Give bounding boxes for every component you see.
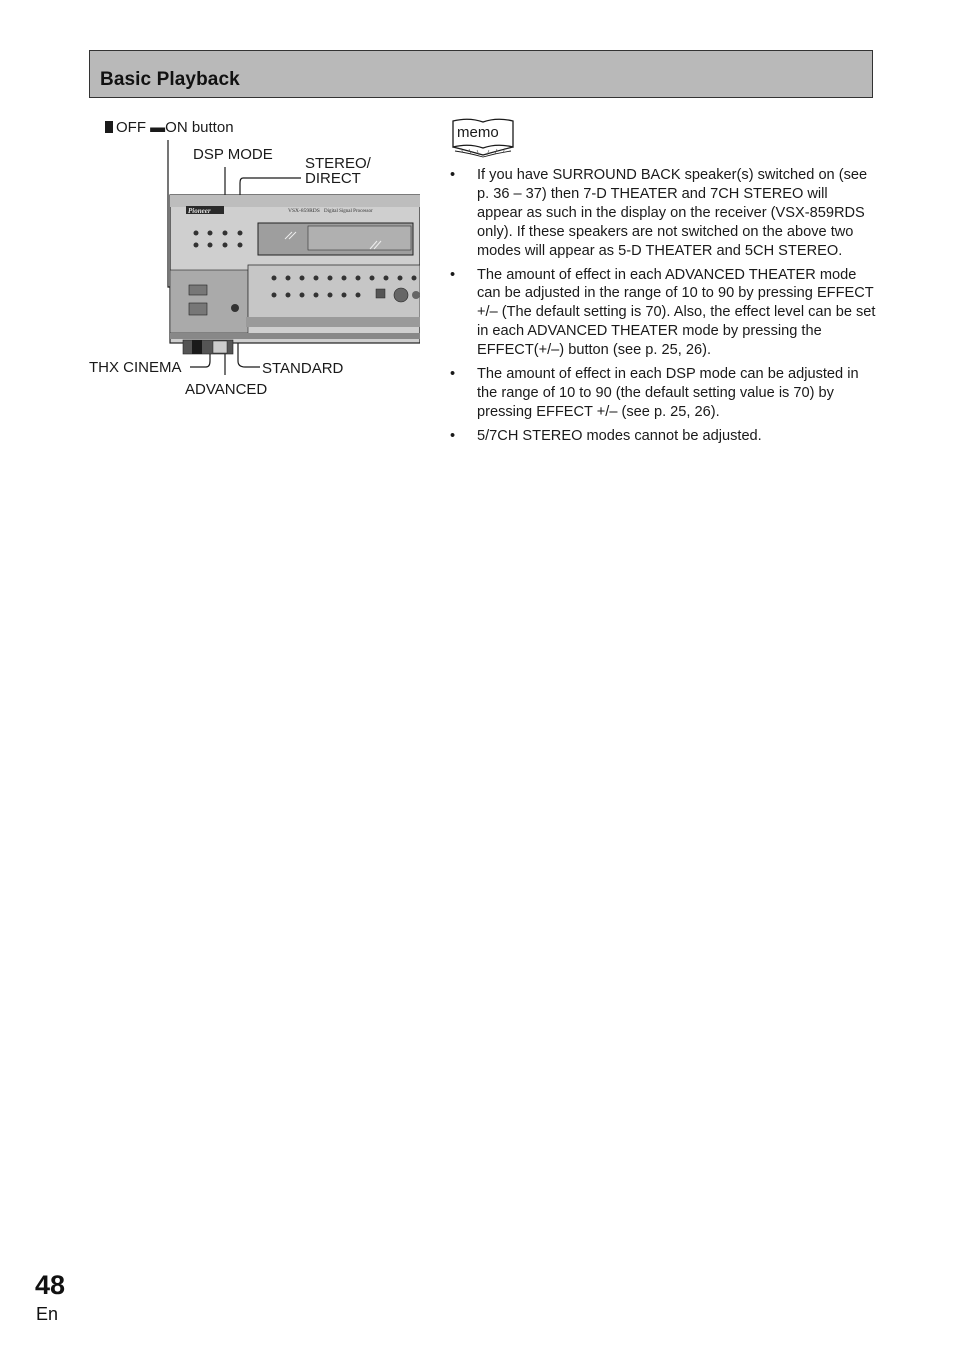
device-model: VSX-859RDS <box>288 208 320 214</box>
label-stereo-direct-line1: STEREO/ <box>305 155 371 172</box>
memo-item: • 5/7CH STEREO modes cannot be adjusted. <box>450 427 762 444</box>
memo-icon <box>451 117 515 159</box>
off-on-square-icon <box>105 121 113 133</box>
memo-list <box>450 166 876 451</box>
section-title: Basic Playback <box>100 69 240 90</box>
label-off-on-button: OFF ▬ON button <box>116 119 234 136</box>
memo-label: memo <box>457 124 499 141</box>
page-language: En <box>36 1304 59 1324</box>
page-number: 48 <box>35 1270 66 1300</box>
label-standard: STANDARD <box>262 360 344 377</box>
label-thx-cinema: THX CINEMA <box>89 359 182 376</box>
receiver-front-panel-illustration <box>88 135 420 405</box>
section-header-bar <box>89 50 873 98</box>
label-dsp-mode: DSP MODE <box>193 146 273 163</box>
device-brand: Pioneer <box>188 207 211 215</box>
label-advanced: ADVANCED <box>185 381 268 398</box>
memo-item: • The amount of effect in each DSP mode can be adjusted in the range of 10 to 90 (the default setting value is 70) by pressing EFFECT +/– (see p. 25, 26). <box>450 366 859 420</box>
memo-item: • The amount of effect in each ADVANCED THEATER mode can be adjusted in the range of 10 to 90 by pressing EFFECT +/– (The default setting is 70). Also, the effect level can be set in each ADVANCED THEATER mode by pressing the EFFECT(+/–) button (see p. 25, 26). <box>450 266 876 359</box>
memo-item: • If you have SURROUND BACK speaker(s) switched on (see p. 36 – 37) then 7-D THEATER and 7CH STEREO will appear as such in the display on the receiver (VSX-859RDS only). If these speakers are not switched on the above two modes will appear as 5-D THEATER and 5CH STEREO. <box>450 167 868 259</box>
label-stereo-direct-line2: DIRECT <box>305 170 361 187</box>
device-caption: Digital Signal Processor <box>324 209 373 214</box>
